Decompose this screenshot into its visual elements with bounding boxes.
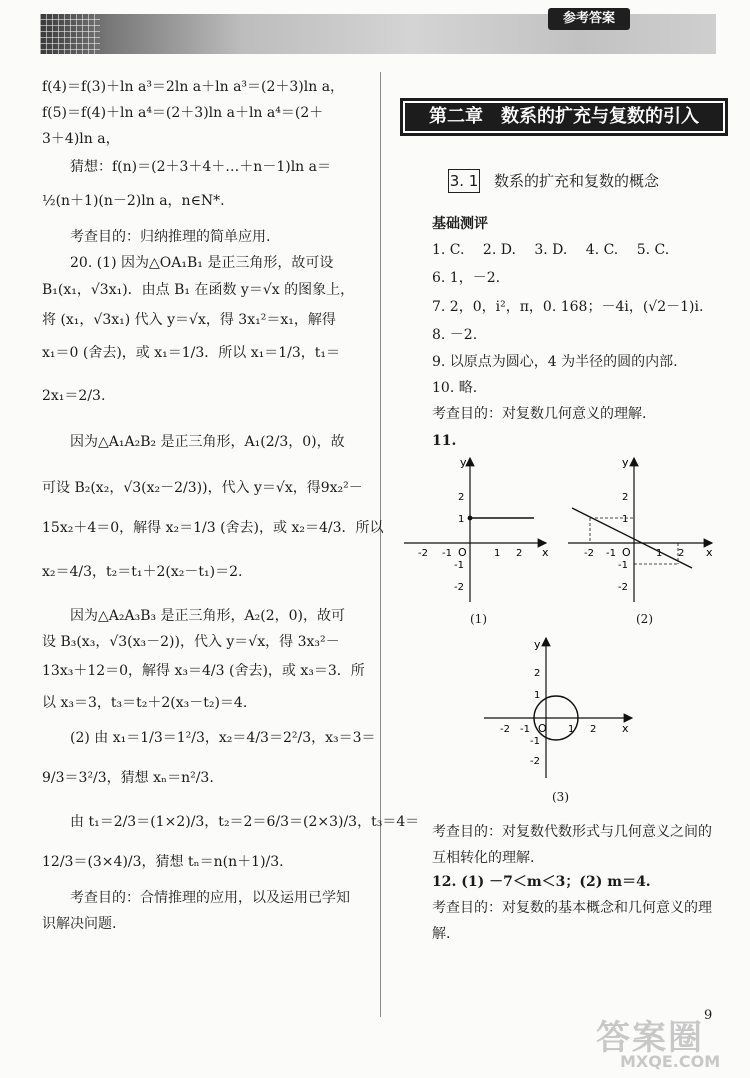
answer-line: 12. (1) －7＜m＜3；(2) m＝4. [432,874,651,890]
axis-label-x: x [542,546,549,559]
tick-label: -2 [454,582,464,593]
tick-label: -1 [520,724,530,735]
answer-line: 考查目的：对复数几何意义的理解. [432,406,647,422]
text-line: 设 B₃(x₃，√3(x₃－2))，代入 y＝√x，得 3x₃²－ [42,634,340,650]
tick-label: -1 [618,560,628,571]
axis-label-y: y [534,638,541,651]
tick-label: 2 [458,492,465,503]
text-line: 由 t₁＝2/3＝(1×2)/3，t₂＝2＝6/3＝(2×3)/3，t₃＝4＝ [70,814,420,830]
tick-label: -2 [530,756,540,767]
tick-label: 2 [678,548,685,559]
tick-label: -1 [454,560,464,571]
tick-label: -1 [606,548,616,559]
text-line: 12/3＝(3×4)/3，猜想 tₙ＝n(n＋1)/3. [42,854,284,870]
answer-line: 10. 略. [432,380,478,396]
section-number: 3. 1 [448,169,480,193]
text-line: 考查目的：归纳推理的简单应用. [70,229,271,245]
text-line: 猜想：f(n)＝(2＋3＋4＋…＋n－1)ln a＝ [70,159,331,175]
answer-line: 9. 以原点为圆心，4 为半径的圆的内部. [432,354,678,370]
text-line: 15x₂＋4＝0，解得 x₂＝1/3 (舍去)，或 x₂＝4/3．所以 [42,520,384,536]
text-line: 可设 B₂(x₂，√3(x₂－2/3))，代入 y＝√x，得9x₂²－ [42,480,363,496]
text-line: 2x₁＝2/3. [42,388,106,404]
axis-label-y: y [622,456,629,469]
section-title: 数系的扩充和复数的概念 [494,172,660,190]
answer-line: 7. 2，0，i²，π，0. 168；－4i，(√2－1)i. [432,299,704,315]
graph-point [468,516,473,521]
tick-label: 1 [656,548,663,559]
answer-line: 考查目的：对复数的基本概念和几何意义的理 [432,900,712,916]
tick-label: 1 [494,548,501,559]
text-line: f(4)＝f(3)＋ln a³＝2ln a＋ln a³＝(2＋3)ln a， [42,79,345,95]
header-pattern [40,14,100,54]
page-number: 9 [704,1008,713,1023]
answer-line: 11. [432,433,457,449]
axis-label-y: y [460,456,467,469]
origin-label: O [538,722,547,735]
text-line: 3＋4)ln a， [42,131,120,147]
text-line: 20. (1) 因为△OA₁B₁ 是正三角形，故可设 [70,255,334,271]
tick-label: -2 [584,548,594,559]
text-line: 以 x₃＝3，t₃＝t₂＋2(x₃－t₂)＝4. [42,695,248,711]
origin-label: O [458,546,467,559]
text-line: 13x₃＋12＝0，解得 x₃＝4/3 (舍去)，或 x₃＝3．所 [42,663,365,679]
watermark-logo: 答案圈 [596,1018,704,1058]
tick-label: 1 [534,690,541,701]
tick-label: 2 [516,548,523,559]
tick-label: -2 [618,582,628,593]
answer-line: 考查目的：对复数代数形式与几何意义之间的 [432,824,712,840]
figure-1 [398,452,558,612]
axis-label-x: x [622,722,629,735]
text-line: 将 (x₁，√3x₁) 代入 y＝√x，得 3x₁²＝x₁，解得 [42,312,336,328]
figure-caption: (3) [552,790,569,804]
tick-label: 1 [622,514,629,525]
subheading: 基础测评 [432,216,488,232]
text-line: x₂＝4/3，t₂＝t₁＋2(x₂－t₁)＝2. [42,564,243,580]
answer-line: 8. －2. [432,327,478,343]
tick-label: -2 [500,724,510,735]
figure-caption: (2) [636,612,653,626]
figure-2 [564,452,724,612]
figure-3 [480,634,640,784]
answer-line: 解. [432,926,451,942]
tick-label: 1 [458,514,465,525]
answer-line: 6. 1，－2. [432,270,501,286]
tick-label: -1 [442,548,452,559]
tick-label: -1 [530,736,540,747]
text-line: 9/3＝3²/3，猜想 xₙ＝n²/3. [42,770,214,786]
tick-label: 2 [534,668,541,679]
watermark-url: MXQE.COM [620,1052,721,1071]
answer-line: 互相转化的理解. [432,850,535,866]
text-line: (2) 由 x₁＝1/3＝1²/3，x₂＝4/3＝2²/3，x₃＝3＝ [70,730,376,746]
figure-caption: (1) [470,612,487,626]
answer-line: 1. C. 2. D. 3. D. 4. C. 5. C. [432,242,670,258]
text-line: 因为△A₂A₃B₃ 是正三角形，A₂(2，0)，故可 [70,608,346,624]
text-line: B₁(x₁，√3x₁)．由点 B₁ 在函数 y＝√x 的图象上， [42,282,355,298]
text-line: 因为△A₁A₂B₂ 是正三角形，A₁(2/3，0)，故 [70,434,345,450]
text-line: x₁＝0 (舍去)，或 x₁＝1/3．所以 x₁＝1/3，t₁＝ [42,345,341,361]
chapter-title: 第二章 数系的扩充与复数的引入 [400,98,728,136]
text-line: ½(n＋1)(n－2)ln a，n∈N*. [42,193,225,209]
tick-label: -2 [418,548,428,559]
column-divider [380,72,381,1017]
tick-label: 1 [568,724,575,735]
header-tag: 参考答案 [548,8,630,30]
tick-label: 2 [590,724,597,735]
text-line: f(5)＝f(4)＋ln a⁴＝(2＋3)ln a＋ln a⁴＝(2＋ [42,105,324,121]
axis-label-x: x [706,546,713,559]
origin-label: O [622,546,631,559]
text-line: 考查目的：合情推理的应用，以及运用已学知 [70,890,350,906]
tick-label: 2 [622,492,629,503]
text-line: 识解决问题. [42,916,117,932]
